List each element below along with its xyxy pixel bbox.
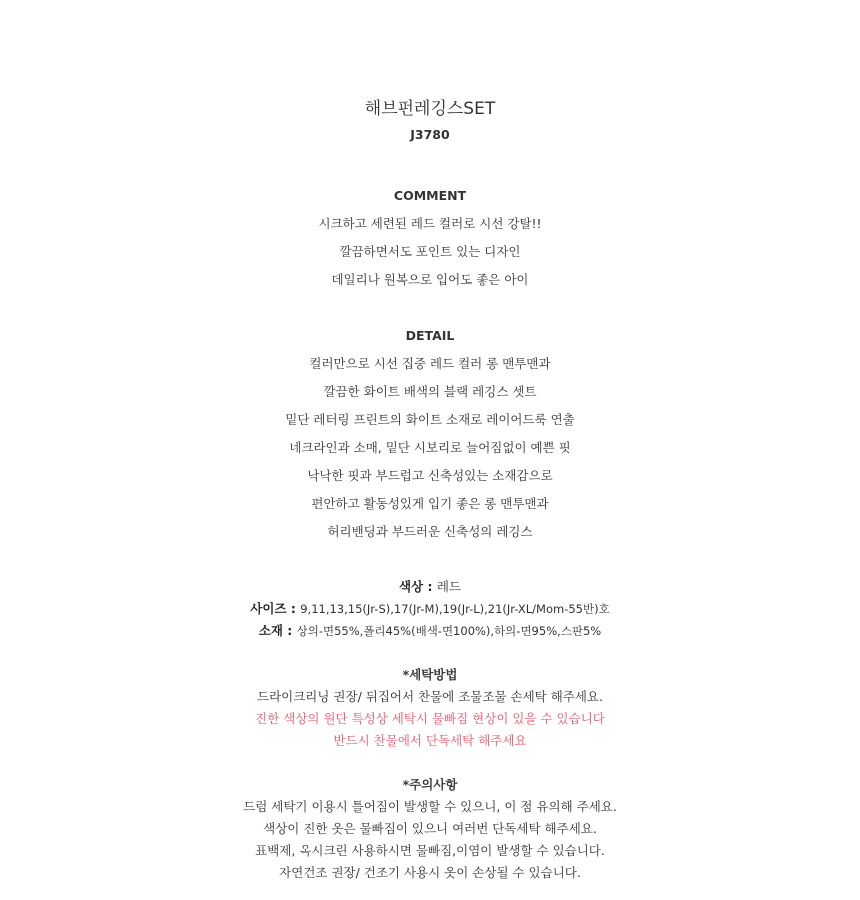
material-value: 상의-면55%,폴리45%(배색-면100%),하의-면95%,스판5% <box>296 624 602 638</box>
caution-line: 색상이 진한 옷은 물빠짐이 있으니 여러번 단독세탁 해주세요. <box>263 821 597 836</box>
size-spec <box>0 601 860 617</box>
washing-warning: 반드시 찬물에서 단독세탁 해주세요 <box>333 733 527 748</box>
detail-line: 허리밴딩과 부드러운 신축성의 레깅스 <box>327 524 533 539</box>
product-code: J3780 <box>410 127 450 142</box>
comment-heading: COMMENT <box>393 188 467 203</box>
detail-heading: DETAIL <box>405 328 455 343</box>
caution-line: 자연건조 권장/ 건조기 사용시 옷이 손상될 수 있습니다. <box>279 865 581 880</box>
detail-line: 컬러만으로 시선 집중 레드 컬러 롱 맨투맨과 <box>309 356 551 371</box>
detail-line: 밑단 레터링 프린트의 화이트 소재로 레이어드룩 연출 <box>285 412 575 427</box>
color-spec <box>0 579 860 595</box>
comment-line: 깔끔하면서도 포인트 있는 디자인 <box>339 244 521 259</box>
color-value: 레드 <box>436 579 461 594</box>
washing-line: 드라이크리닝 권장/ 뒤집어서 찬물에 조물조물 손세탁 해주세요. <box>257 689 603 704</box>
size-value: 9,11,13,15(Jr-S),17(Jr-M),19(Jr-L),21(Jr-XL/Mom-55반)호 <box>300 602 610 616</box>
comment-line: 데일리나 원복으로 입어도 좋은 아이 <box>331 272 529 287</box>
washing-warning: 진한 색상의 원단 특성상 세탁시 물빠짐 현상이 있을 수 있습니다 <box>255 711 605 726</box>
product-name: 해브펀레깅스SET <box>364 99 496 119</box>
comment-line: 시크하고 세련된 레드 컬러로 시선 강탈!! <box>318 216 542 231</box>
detail-line: 네크라인과 소매, 밑단 시보리로 늘어짐없이 예쁜 핏 <box>289 440 571 455</box>
size-label: 사이즈 : <box>250 601 301 616</box>
color-label: 색상 : <box>398 579 437 594</box>
detail-line: 편안하고 활동성있게 입기 좋은 롱 맨투맨과 <box>311 496 549 511</box>
caution-heading: *주의사항 <box>402 777 458 792</box>
detail-line: 깔끔한 화이트 배색의 블랙 레깅스 셋트 <box>323 384 537 399</box>
material-spec <box>0 623 860 639</box>
washing-heading: *세탁방법 <box>402 667 458 682</box>
material-label: 소재 : <box>258 623 297 638</box>
caution-line: 표백제, 옥시크린 사용하시면 물빠짐,이염이 발생할 수 있습니다. <box>255 843 605 858</box>
caution-line: 드럼 세탁기 이용시 틀어짐이 발생할 수 있으니, 이 점 유의해 주세요. <box>243 799 617 814</box>
detail-line: 낙낙한 핏과 부드럽고 신축성있는 소재감으로 <box>307 468 553 483</box>
